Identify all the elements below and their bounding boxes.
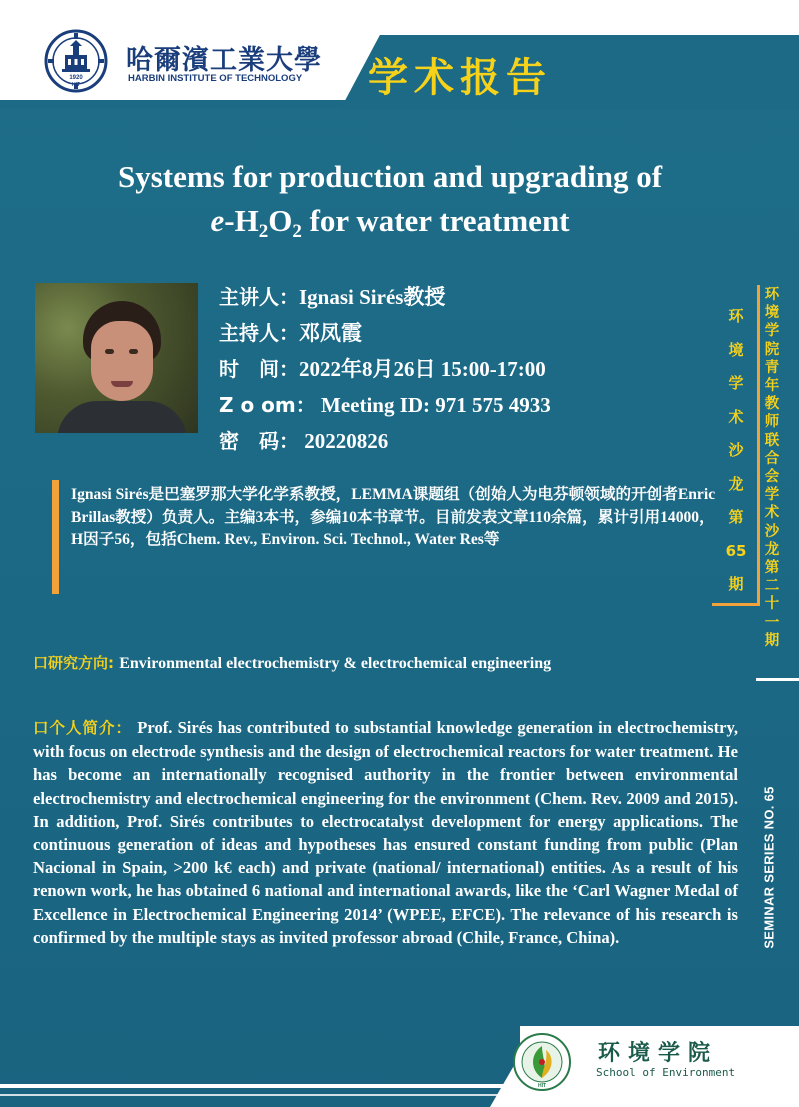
info-key: 主持人： (219, 321, 299, 345)
personal-profile (33, 716, 738, 949)
series-long-char: 龙 (764, 541, 780, 558)
info-value: 20220826 (299, 429, 389, 453)
profile-label: 口个人简介： (33, 719, 133, 737)
info-password (219, 428, 551, 464)
header-divider (0, 100, 345, 108)
series-long-char: 联 (764, 432, 780, 449)
info-value: Ignasi Sirés教授 (299, 285, 446, 309)
info-value: Meeting ID: 971 575 4933 (315, 393, 551, 417)
series-long-char: 会 (764, 469, 780, 486)
info-key: Z o om： (219, 393, 316, 417)
series-long-rule (756, 678, 799, 681)
series-long-char: 青 (764, 359, 780, 376)
series-long-char: 二 (764, 578, 780, 595)
series-long-char: 期 (764, 632, 780, 649)
series-short-char: 第 (728, 508, 744, 526)
series-long-char: 学 (764, 487, 780, 504)
talk-title-h: -H (224, 203, 259, 238)
info-speaker (219, 284, 551, 320)
talk-title-e: e (210, 203, 225, 238)
series-long-char: 第 (764, 560, 780, 577)
info-key: 密 码： (219, 429, 299, 453)
hit-seal-icon (44, 29, 108, 93)
talk-title-o: O (268, 203, 293, 238)
series-short-vertical (724, 300, 748, 602)
talk-title-suffix: for water treatment (301, 203, 570, 238)
info-zoom (219, 392, 551, 428)
university-name-en: HARBIN INSTITUTE OF TECHNOLOGY (128, 73, 303, 84)
series-long-char: 师 (764, 414, 780, 431)
talk-title-line1: Systems for production and upgrading of (117, 159, 663, 194)
info-time (219, 356, 551, 392)
footer-line-thin (0, 1094, 520, 1096)
series-short-char: 境 (728, 340, 744, 359)
series-short-char: 环 (728, 307, 744, 325)
talk-title-line2 (20, 199, 760, 243)
series-long-char: 院 (764, 341, 780, 358)
talk-title-sub1: 2 (258, 221, 269, 242)
series-long-char: 术 (764, 505, 780, 522)
info-key: 主讲人： (219, 285, 299, 309)
speaker-photo (35, 283, 198, 433)
series-long-char: 合 (764, 450, 780, 467)
research-text: Environmental electrochemistry & electrochemical engineering (119, 655, 552, 672)
info-host (219, 320, 551, 356)
talk-title (20, 155, 760, 243)
research-direction (33, 652, 753, 673)
series-short-char: 沙 (728, 441, 744, 459)
school-name-en: School of Environment (596, 1066, 736, 1079)
footer-line (0, 1084, 520, 1088)
info-value: 2022年8月26日 15:00-17:00 (299, 357, 546, 381)
series-long-vertical (760, 286, 784, 650)
series-short-char: 龙 (728, 474, 744, 493)
series-short-rule (712, 603, 760, 606)
footer (0, 1018, 799, 1107)
series-long-char: 学 (764, 323, 780, 340)
speaker-bio (52, 480, 721, 594)
seal-abbr: HIT (71, 82, 81, 88)
school-name-cn: 环境学院 (598, 1040, 719, 1066)
series-short-char: 术 (728, 407, 744, 426)
university-name-cn: 哈爾濱工業大學 (126, 45, 322, 76)
school-logo-text: HIT (537, 1083, 547, 1089)
series-long-char: 十 (764, 596, 780, 613)
info-value: 邓凤霞 (299, 321, 362, 345)
series-short-char: 学 (728, 374, 744, 392)
series-en-text: SEMINAR SERIES NO. 65 (761, 786, 777, 949)
info-key: 时 间： (219, 357, 299, 381)
speaker-bio-text: Ignasi Sirés是巴塞罗那大学化学系教授，LEMMA课题组（创始人为电芬顿领域的开创者Enric Brillas教授）负责人。主编3本书，参编10本书章节。目前发表文章110余篇，累计引用14000，H因子56，包括Chem. Rev., Environ. Sci. Technol., Water Res等 (71, 486, 716, 548)
header (0, 0, 799, 110)
profile-text: Prof. Sirés has contributed to substantial knowledge generation in electrochemistry, with focus on electrode synthesis and the design of electrochemical reactors for water treatment. He has become an internationally recognised authority in the frontier between environmental electrochemistry and electrochemical engineering for the environment (Chem. Rev. 2009 and 2015). In addition, Prof. Sirés contributes to electrocatalyst development for energy applications. The continuous generation of ideas and hypotheses has ensured constant funding from public (Plan Nacional in Spain, >200 k€ each) and private (national/ international) entities. As a result of his renown work, he has obtained 6 national and international awards, like the ‘Carl Wagner Medal of Excellence in Electrochemical Engineering 2014’ (WPEE, EFCE). The relevance of his research is confirmed by the multiple stays as invited professor abroad (Chile, France, China). (33, 718, 738, 947)
series-long-char: 环 (764, 287, 780, 303)
talk-title-sub2: 2 (292, 221, 302, 242)
series-long-char: 年 (764, 378, 780, 395)
series-long-char: 境 (764, 305, 780, 322)
school-logo-icon (512, 1032, 572, 1092)
series-short-char: 期 (728, 575, 744, 593)
series-short-char: 65 (725, 541, 747, 560)
series-long-char: 沙 (764, 523, 780, 540)
series-long-char: 一 (764, 614, 780, 631)
poster-title: 学术报告 (368, 55, 552, 101)
research-label: 口研究方向: (33, 654, 120, 672)
series-long-char: 教 (764, 396, 780, 413)
seal-year: 1920 (69, 75, 83, 81)
event-info (219, 284, 551, 464)
